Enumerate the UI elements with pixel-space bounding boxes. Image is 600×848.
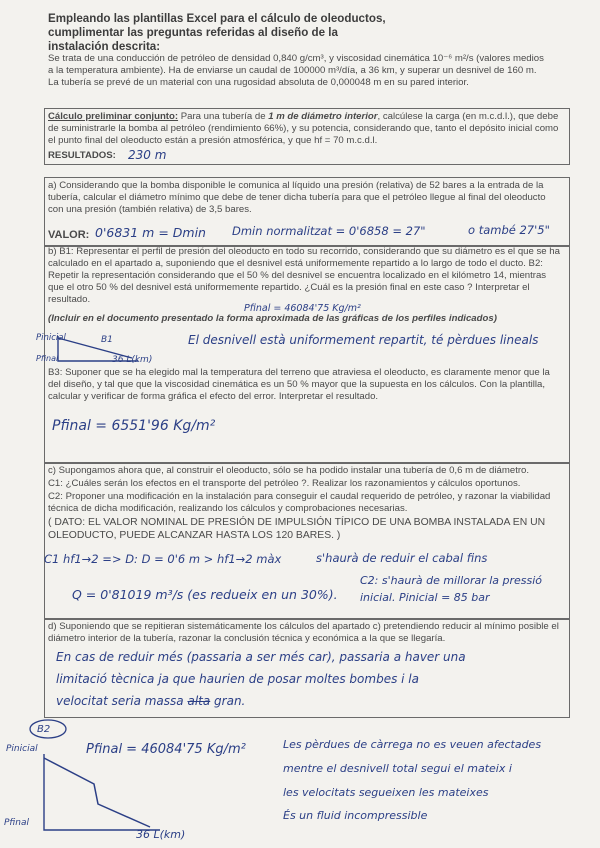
problem-statement: Se trata de una conducción de petróleo de densidad 0,840 g/cm³, y viscosidad cinemática 10⁻⁶ m²/s (valores medios a la temperatura ambiente). Ha de enviarse un caudal de 100000 m³/día, a 36 km, y superar un desnivel de 160 m. La tubería se prevé de un material con una rugosidad absoluta de 0,000048 m en su pared interior. xyxy=(48,53,544,88)
b2-note-line1: Les pèrdues de càrrega no es veuen afectades xyxy=(283,738,542,751)
b2-note-line2: mentre el desnivell total segui el mateix i xyxy=(283,762,512,775)
results-label: RESULTADOS: xyxy=(48,150,116,161)
section-b-instruction: (Incluir en el documento presentado la forma aproximada de las gráficas de los perfiles indicados) xyxy=(48,313,497,324)
preliminary-text xyxy=(48,111,563,147)
c1-answer: C1 hf1→2 => D: D = 0'6 m > hf1→2 màx xyxy=(44,552,282,566)
d-answer-line1: En cas de reduir més (passaria a ser més car), passaria a haver una xyxy=(56,650,466,664)
section-b-question: b) B1: Representar el perfil de presión del oleoducto en todo su recorrido, considerando que su diámetro es el que se ha calculado en el apartado a, suponiendo que el desnivel está uniformemente repartido a lo largo de todo el ducto. B2: Repetir la representación considerando que el 50 % del desnivel se encuentra localizado en el kilómetro 14, mientras que el otro 50 % del desnivel está uniformemente repartido. ¿Cuál es la presión final en este caso ? Interpretar el resultado. xyxy=(48,246,560,305)
b2-tag: B2 xyxy=(37,724,51,735)
section-c1-question: C1: ¿Cuáles serán los efectos en el transporte del petróleo ?. Realizar los razonamientos y cálculos oportunos. xyxy=(48,478,521,489)
section-c2-question: C2: Proponer una modificación en la instalación para conseguir el caudal requerido de petróleo, y razonar la viabilidad técnica de dicha modificación, realizando los cálculos y comprobaciones necesarias. xyxy=(48,491,551,514)
b2-pfinal-label: Pfinal xyxy=(4,818,29,828)
d-answer-line3-end: gran. xyxy=(214,694,246,708)
d-answer-line2: limitació tècnica ja que haurien de posar moltes bombes i la xyxy=(56,672,419,686)
valor-label: VALOR: xyxy=(48,229,90,241)
b2-axis-label: 36 L(km) xyxy=(136,828,186,841)
dmin-alternative: o també 27'5" xyxy=(468,223,550,237)
d-answer-line3 xyxy=(56,694,245,708)
b2-note-line3: les velocitats segueixen les mateixes xyxy=(283,786,489,799)
c1-flow-result: Q = 0'81019 m³/s (es redueix en un 30%). xyxy=(72,587,338,602)
d-struck-word: alta xyxy=(187,694,211,708)
b3-question: B3: Suponer que se ha elegido mal la temperatura del terreno que atraviesa el oleoducto, es claramente menor que la del diseño, y tal que que la viscosidad cinemática es un 50 % mayor que la supuesta en los cálculos. Con la plantilla, calcular y verificar de forma gráfica el efecto del error. Interpretar el resultado. xyxy=(48,367,550,402)
b1-axis-label: 36 L(km) xyxy=(112,355,153,365)
b1-comment: El desnivell està uniformement repartit, té pèrdues lineals xyxy=(188,333,539,347)
preliminary-text-a: Para una tubería de xyxy=(178,111,269,122)
c1-answer-continued: s'haurà de reduir el cabal fins xyxy=(316,551,488,565)
preliminary-text-c: , calcúlese la carga (en m.c.d.l.), que debe de suministrarle la bomba al petróleo (rendimiento 66%), y su potencia, considerando que, tanto el depósito inicial como el punto final del oleoducto están a presión atmosférica, y que hf = 70 m.c.d.l. xyxy=(48,111,559,146)
b2-pinicial-label: Pinicial xyxy=(6,744,38,754)
results-value: 230 m xyxy=(128,148,167,162)
d-answer-line3-text: velocitat seria massa xyxy=(56,694,184,708)
preliminary-text-b: 1 m de diámetro interior xyxy=(268,111,378,122)
section-d-question: d) Suponiendo que se repitieran sistemáticamente los cálculos del apartado c) pretendiendo reducir al mínimo posible el diámetro interior de la tubería, razonar la conclusión técnica y económica a la que se llegaría. xyxy=(48,621,559,644)
b1-tag: B1 xyxy=(101,335,113,345)
b1-pinicial-label: Pinicial xyxy=(36,333,66,343)
page-title: Empleando las plantillas Excel para el cálculo de oleoductos, cumplimentar las preguntas referidas al diseño de la instalación descrita: xyxy=(48,12,386,53)
dmin-value: 0'6831 m = Dmin xyxy=(95,225,206,240)
preliminary-heading: Cálculo preliminar conjunto: xyxy=(48,111,179,122)
section-a-question: a) Considerando que la bomba disponible le comunica al líquido una presión (relativa) de 52 bares a la entrada de la tubería, calcular el diámetro mínimo que debe de tener dicha tubería para que el petróleo llegue al final del oleoducto con una presión (también relativa) de 3,5 bares. xyxy=(48,180,546,215)
b-pfinal-note: Pfinal = 46084'75 Kg/m² xyxy=(244,303,361,314)
b2-pfinal: Pfinal = 46084'75 Kg/m² xyxy=(86,742,246,757)
b3-pfinal: Pfinal = 6551'96 Kg/m² xyxy=(52,418,216,434)
c2-answer: C2: s'haurà de millorar la pressió inicial. Pinicial = 85 bar xyxy=(360,574,543,604)
section-c-note: ( DATO: EL VALOR NOMINAL DE PRESIÓN DE IMPULSIÓN TÍPICO DE UNA BOMBA INSTALADA EN UN OLEODUCTO, PUEDE ALCANZAR HASTA LOS 120 BARES. ) xyxy=(48,517,546,541)
section-c-intro: c) Supongamos ahora que, al construir el oleoducto, sólo se ha podido instalar una tubería de 0,6 m de diámetro. xyxy=(48,465,530,476)
b2-sketch xyxy=(0,718,220,848)
dmin-normalized: Dmin normalitzat = 0'6858 = 27" xyxy=(232,224,426,238)
b2-note-line4: És un fluid incompressible xyxy=(283,809,428,822)
b1-pfinal-label: Pfinal xyxy=(36,354,59,363)
